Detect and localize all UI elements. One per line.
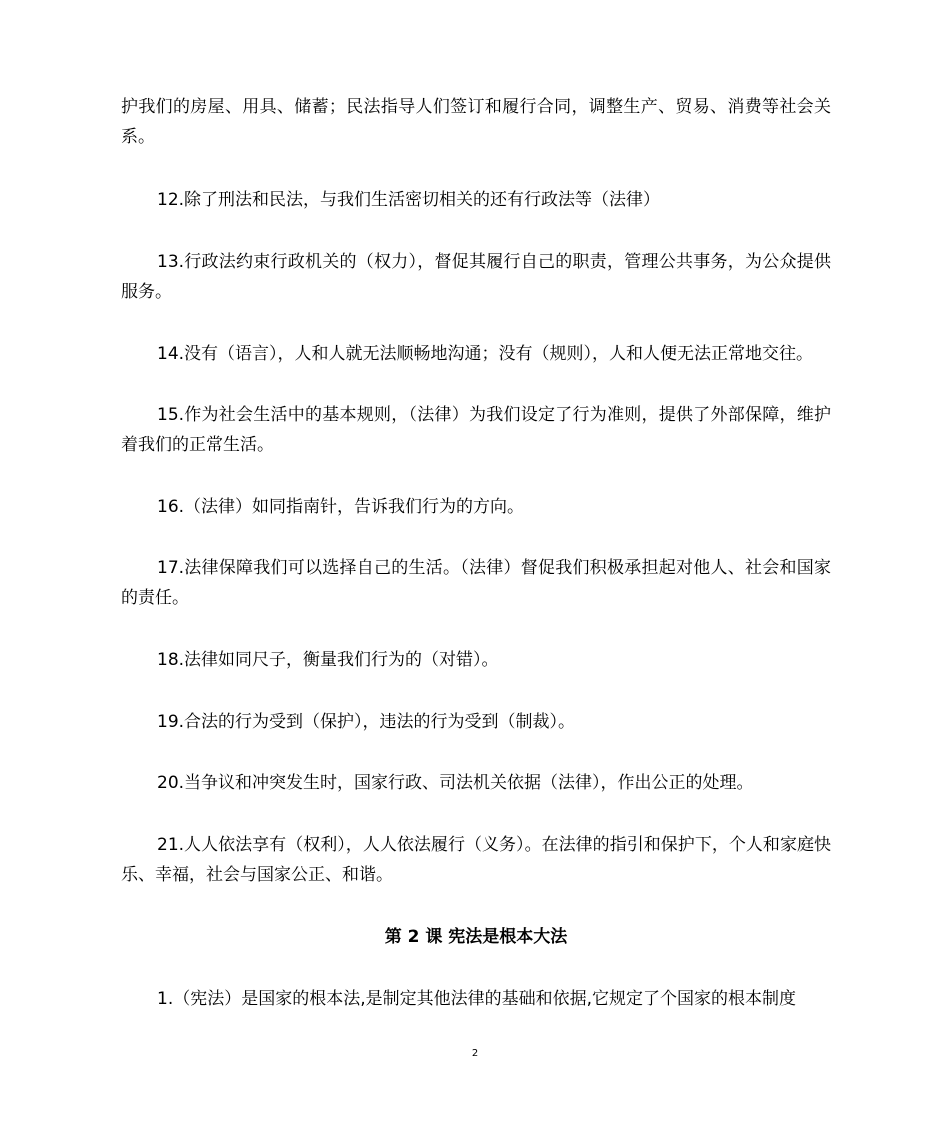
page-number: 2 [471, 1048, 479, 1059]
lesson-heading: 第 2 课 宪法是根本大法 [384, 927, 568, 947]
paragraph-16: 16.（法律）如同指南针，告诉我们行为的方向。 [157, 497, 525, 517]
paragraph-21: 21.人人依法享有（权利），人人依法履行（义务）。在法律的指引和保护下，个人和家庭快乐、幸福，社会与国家公正、和谐。 [121, 835, 831, 885]
paragraph-13: 13.行政法约束行政机关的（权力），督促其履行自己的职责，管理公共事务，为公众提供服务。 [121, 252, 831, 302]
paragraph-14: 14.没有（语言），人和人就无法顺畅地沟通；没有（规则），人和人便无法正常地交往。 [157, 344, 814, 364]
paragraph-15: 15.作为社会生活中的基本规则，（法律）为我们设定了行为准则，提供了外部保障，维护着我们的正常生活。 [121, 405, 831, 455]
paragraph-12: 12.除了刑法和民法，与我们生活密切相关的还有行政法等（法律） [157, 190, 661, 210]
paragraph-lesson2-1: 1.（宪法）是国家的根本法,是制定其他法律的基础和依据,它规定了个国家的根本制度 [157, 989, 797, 1009]
paragraph-20: 20.当争议和冲突发生时，国家行政、司法机关依据（法律），作出公正的处理。 [157, 773, 754, 793]
paragraph-17: 17.法律保障我们可以选择自己的生活。（法律）督促我们积极承担起对他人、社会和国家的责任。 [121, 558, 831, 608]
paragraph-continuation: 护我们的房屋、用具、储蓄；民法指导人们签订和履行合同，调整生产、贸易、消费等社会关系。 [121, 97, 831, 147]
paragraph-18: 18.法律如同尺子，衡量我们行为的（对错）。 [157, 650, 499, 670]
paragraph-19: 19.合法的行为受到（保护），违法的行为受到（制裁）。 [157, 712, 576, 732]
